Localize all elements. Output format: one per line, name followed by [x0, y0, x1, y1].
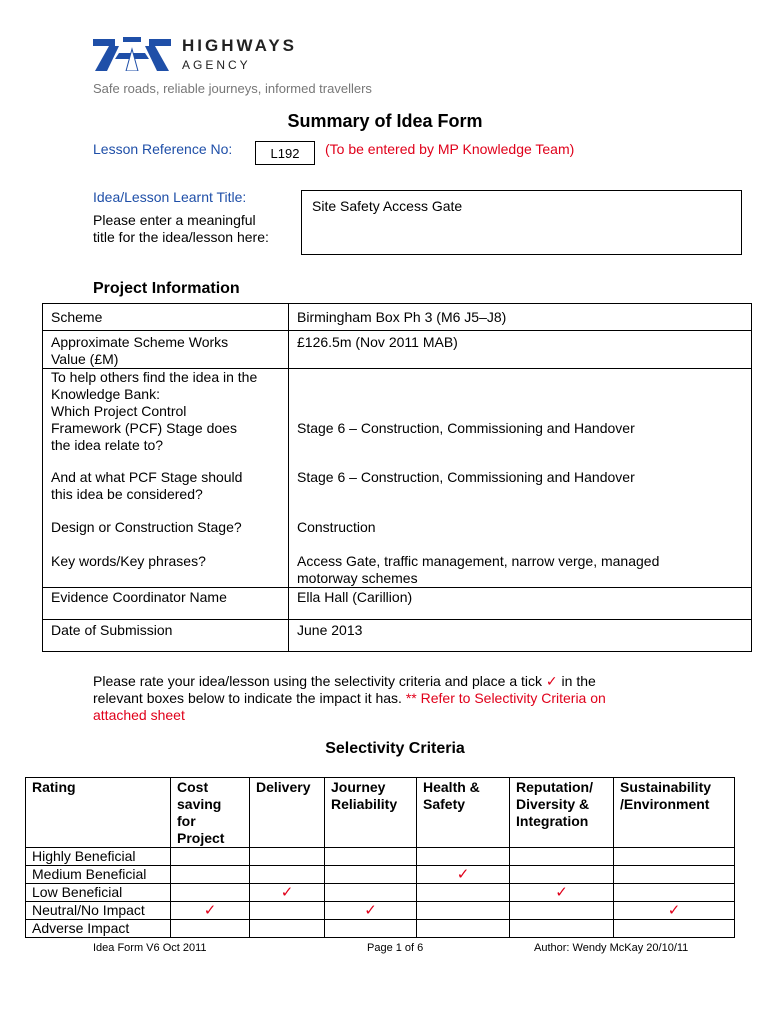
journey-cell[interactable] — [325, 866, 417, 884]
rating-label: Medium Beneficial — [26, 866, 171, 884]
header-line: Reputation/ — [516, 779, 593, 795]
idea-help-line1: Please enter a meaningful — [93, 212, 256, 228]
row-value[interactable]: Construction — [289, 519, 752, 553]
row-label — [43, 469, 289, 519]
row-label: Key words/Key phrases? — [43, 553, 289, 588]
col-health — [417, 778, 510, 848]
table-row — [26, 848, 735, 866]
label-line: Which Project Control — [51, 403, 187, 419]
label-line: the idea relate to? — [51, 437, 164, 453]
sustainability-cell[interactable] — [614, 866, 735, 884]
table-row — [43, 304, 752, 331]
reputation-cell[interactable] — [510, 902, 614, 920]
rating-label: Low Beneficial — [26, 884, 171, 902]
footer-author: Author: Wendy McKay 20/10/11 — [534, 942, 689, 954]
value-line: Access Gate, traffic management, narrow verge, managed — [297, 552, 660, 569]
row-label: Design or Construction Stage? — [43, 519, 289, 553]
value-line: motorway schemes — [297, 569, 418, 586]
table-row — [43, 369, 752, 469]
lesson-ref-field[interactable]: L192 — [255, 141, 315, 165]
header-line: Reliability — [331, 796, 398, 812]
rating-label: Highly Beneficial — [26, 848, 171, 866]
col-journey — [325, 778, 417, 848]
idea-title-field[interactable]: Site Safety Access Gate — [301, 190, 742, 255]
header-line: Integration — [516, 813, 589, 829]
header-line: Sustainability — [620, 779, 712, 795]
criteria-reference: ** Refer to Selectivity Criteria on — [405, 690, 606, 706]
col-sustainability — [614, 778, 735, 848]
col-reputation — [510, 778, 614, 848]
rating-label: Neutral/No Impact — [26, 902, 171, 920]
delivery-cell[interactable] — [250, 848, 325, 866]
col-rating: Rating — [26, 778, 171, 848]
tick-icon: ✓ — [545, 673, 558, 689]
header-row — [26, 778, 735, 848]
col-delivery: Delivery — [250, 778, 325, 848]
label-line: Knowledge Bank: — [51, 386, 160, 402]
header-line: for — [177, 813, 196, 829]
header-line: /Environment — [620, 796, 710, 812]
delivery-cell[interactable] — [250, 920, 325, 938]
table-row — [26, 920, 735, 938]
row-label — [43, 369, 289, 469]
table-row — [26, 884, 735, 902]
idea-title-help — [93, 212, 269, 246]
cost-cell[interactable] — [171, 866, 250, 884]
header-line: Journey — [331, 779, 386, 795]
journey-cell[interactable]: ✓ — [325, 902, 417, 920]
idea-help-line2: title for the idea/lesson here: — [93, 229, 269, 245]
row-label: Date of Submission — [43, 619, 289, 651]
table-row — [43, 553, 752, 588]
header-line: Diversity & — [516, 796, 590, 812]
row-value[interactable] — [289, 553, 752, 588]
label-line: Framework (PCF) Stage does — [51, 420, 237, 436]
cost-cell[interactable] — [171, 848, 250, 866]
instructions-line2 — [93, 690, 693, 707]
form-title: Summary of Idea Form — [287, 111, 483, 131]
col-cost — [171, 778, 250, 848]
label-line: And at what PCF Stage should — [51, 468, 243, 485]
row-value[interactable]: Stage 6 – Construction, Commissioning and Handover — [289, 469, 752, 519]
health-cell[interactable] — [417, 848, 510, 866]
header-line: saving — [177, 796, 222, 812]
header-line: Safety — [423, 796, 466, 812]
instructions-text: in the — [557, 673, 596, 689]
idea-title-label: Idea/Lesson Learnt Title: — [93, 189, 247, 205]
cost-cell[interactable] — [171, 920, 250, 938]
reputation-cell[interactable] — [510, 866, 614, 884]
row-value[interactable]: Birmingham Box Ph 3 (M6 J5–J8) — [289, 304, 752, 331]
footer-version: Idea Form V6 Oct 2011 — [93, 942, 207, 954]
health-cell[interactable]: ✓ — [417, 866, 510, 884]
row-label: Evidence Coordinator Name — [43, 587, 289, 619]
highways-agency-logo — [93, 37, 171, 71]
selectivity-table — [25, 777, 735, 938]
sustainability-cell[interactable] — [614, 848, 735, 866]
table-row — [26, 902, 735, 920]
header-line: Health & — [423, 779, 480, 795]
row-value[interactable]: £126.5m (Nov 2011 MAB) — [289, 331, 752, 369]
instructions-line1 — [93, 673, 693, 690]
journey-cell[interactable] — [325, 884, 417, 902]
health-cell[interactable] — [417, 884, 510, 902]
label-line: Value (£M) — [51, 351, 119, 367]
row-label: Scheme — [43, 304, 289, 331]
health-cell[interactable] — [417, 902, 510, 920]
rating-instructions — [93, 673, 693, 724]
instructions-line3: attached sheet — [93, 707, 185, 723]
table-row — [43, 587, 752, 619]
instructions-text: Please rate your idea/lesson using the selectivity criteria and place a tick — [93, 673, 546, 689]
table-row — [43, 469, 752, 519]
reputation-cell[interactable] — [510, 920, 614, 938]
header-line: Project — [177, 830, 225, 846]
project-info-table — [42, 303, 752, 652]
logo-sub: AGENCY — [182, 58, 251, 72]
label-line: To help others find the idea in the — [51, 369, 258, 385]
lesson-ref-note: (To be entered by MP Knowledge Team) — [325, 141, 575, 157]
row-label — [43, 331, 289, 369]
row-value[interactable]: Ella Hall (Carillion) — [289, 587, 752, 619]
sustainability-cell[interactable] — [614, 920, 735, 938]
delivery-cell[interactable] — [250, 866, 325, 884]
table-row — [43, 619, 752, 651]
project-info-heading: Project Information — [93, 280, 240, 297]
reputation-cell[interactable]: ✓ — [510, 884, 614, 902]
instructions-text: relevant boxes below to indicate the impact it has. — [93, 690, 406, 706]
table-row — [26, 866, 735, 884]
label-line: this idea be considered? — [51, 485, 203, 502]
delivery-cell[interactable]: ✓ — [250, 884, 325, 902]
lesson-ref-label: Lesson Reference No: — [93, 141, 233, 157]
journey-cell[interactable] — [325, 848, 417, 866]
reputation-cell[interactable] — [510, 848, 614, 866]
journey-cell[interactable] — [325, 920, 417, 938]
sustainability-cell[interactable]: ✓ — [614, 902, 735, 920]
cost-cell[interactable] — [171, 884, 250, 902]
table-row — [43, 331, 752, 369]
footer-page-number: Page 1 of 6 — [367, 942, 424, 954]
sustainability-cell[interactable] — [614, 884, 735, 902]
table-row — [43, 519, 752, 553]
logo-name: HIGHWAYS — [182, 36, 298, 55]
selectivity-heading: Selectivity Criteria — [325, 740, 465, 757]
tagline: Safe roads, reliable journeys, informed travellers — [93, 81, 372, 96]
rating-label: Adverse Impact — [26, 920, 171, 938]
label-line: Approximate Scheme Works — [51, 334, 229, 350]
health-cell[interactable] — [417, 920, 510, 938]
delivery-cell[interactable] — [250, 902, 325, 920]
header-line: Cost — [177, 779, 209, 795]
row-value[interactable]: June 2013 — [289, 619, 752, 651]
cost-cell[interactable]: ✓ — [171, 902, 250, 920]
row-value[interactable]: Stage 6 – Construction, Commissioning and Handover — [289, 369, 752, 469]
